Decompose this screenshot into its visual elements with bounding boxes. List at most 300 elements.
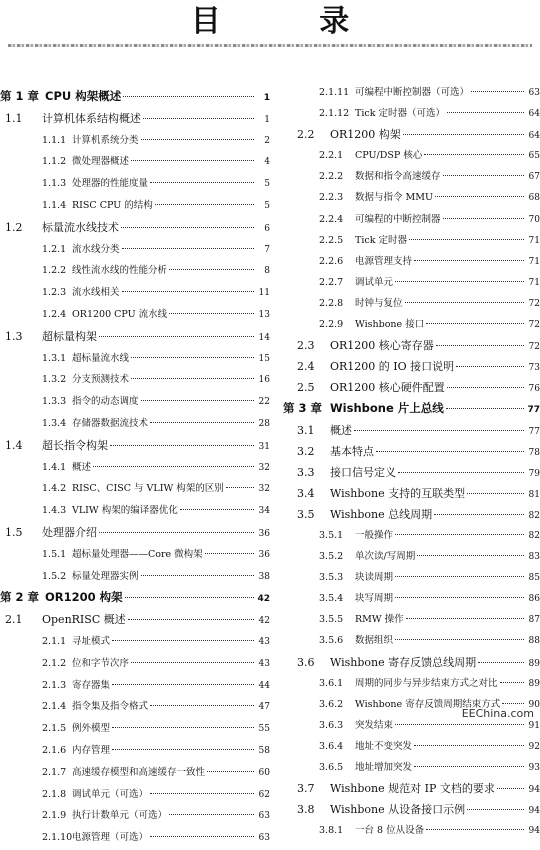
toc-entry-title: Wishbone 寄存反馈周期结束方式 [355, 698, 501, 710]
toc-entry-title: 块写周期 [355, 593, 394, 605]
toc-entry-number: 2.1.7 [42, 766, 67, 778]
toc-entry-title: RISC、CISC 与 VLIW 构架的区别 [72, 483, 224, 495]
toc-entry-title: 调试单元（可选） [72, 788, 149, 800]
toc-dot-leader [112, 749, 254, 750]
toc-section-entry[interactable] [283, 778, 540, 799]
toc-entry-page: 83 [528, 552, 540, 563]
toc-subsection-entry[interactable] [0, 151, 270, 173]
toc-subsection-entry[interactable] [283, 230, 540, 251]
toc-subsection-entry[interactable] [283, 567, 540, 588]
toc-dot-leader [447, 112, 524, 113]
toc-entry-number: 2.2.9 [319, 319, 344, 331]
toc-dot-leader [376, 451, 524, 452]
toc-dot-leader [436, 345, 524, 346]
toc-dot-leader [122, 248, 254, 249]
toc-entry-number: 2.1.4 [42, 701, 67, 713]
toc-entry-number: 第 3 章 [283, 401, 323, 416]
toc-subsection-entry[interactable] [283, 525, 540, 546]
toc-dot-leader [112, 640, 254, 641]
toc-entry-title: 微处理器概述 [72, 156, 130, 168]
toc-dot-leader [141, 139, 254, 140]
toc-entry-page: 64 [528, 131, 540, 142]
toc-entry-number: 1.1.2 [42, 156, 67, 168]
toc-entry-number: 2.1.10 [42, 832, 73, 844]
toc-subsection-entry[interactable] [0, 173, 270, 195]
toc-entry-number: 1.4.3 [42, 505, 67, 517]
toc-subsection-entry[interactable] [0, 762, 270, 784]
toc-dot-leader [99, 532, 254, 533]
toc-subsection-entry[interactable] [0, 631, 270, 653]
toc-entry-page: 5 [264, 200, 270, 211]
toc-entry-page: 14 [258, 332, 270, 343]
toc-entry-number: 1.2 [5, 220, 23, 234]
toc-entry-page: 82 [528, 530, 540, 541]
toc-entry-page: 44 [258, 680, 270, 691]
toc-entry-number: 1.3.3 [42, 396, 67, 408]
toc-dot-leader [226, 487, 254, 488]
toc-entry-page: 77 [527, 405, 540, 416]
toc-dot-leader [99, 336, 254, 337]
toc-dot-leader [446, 408, 524, 409]
toc-entry-title: 执行计数单元（可选） [72, 810, 168, 822]
toc-entry-page: 67 [528, 172, 540, 183]
toc-section-entry[interactable] [0, 108, 270, 130]
toc-entry-page: 15 [258, 353, 270, 364]
toc-entry-number: 3.6.1 [319, 677, 344, 689]
toc-entry-number: 1.5 [5, 525, 23, 539]
toc-entry-title: 指令的动态调度 [72, 396, 139, 408]
toc-entry-page: 82 [528, 510, 540, 521]
toc-subsection-entry[interactable] [283, 546, 540, 567]
toc-entry-page: 1 [263, 93, 270, 103]
toc-entry-title: 可编程中断控制器（可选） [355, 87, 470, 98]
toc-subsection-entry[interactable] [283, 166, 540, 187]
toc-entry-page: 36 [258, 528, 270, 539]
toc-dot-leader [395, 534, 524, 535]
toc-subsection-entry[interactable] [0, 805, 270, 827]
toc-dot-leader [169, 814, 254, 815]
toc-entry-title: 流水线分类 [72, 243, 120, 255]
toc-entry-number: 3.5.4 [319, 593, 344, 605]
toc-section-entry[interactable] [283, 335, 540, 356]
toc-entry-number: 2.1.12 [319, 108, 350, 120]
toc-dot-leader [500, 682, 524, 683]
toc-dot-leader [122, 291, 254, 292]
toc-subsection-entry[interactable] [0, 282, 270, 304]
toc-entry-page: 90 [528, 699, 540, 710]
toc-entry-number: 2.1.3 [42, 679, 67, 691]
toc-section-entry[interactable] [283, 652, 540, 673]
toc-entry-number: 1.1.1 [42, 134, 67, 146]
toc-subsection-entry[interactable] [0, 457, 270, 479]
toc-entry-number: 3.5.2 [319, 551, 344, 563]
toc-entry-number: 3.8 [297, 803, 315, 817]
toc-section-entry[interactable] [283, 420, 540, 441]
toc-entry-number: 2.2.7 [319, 276, 344, 288]
toc-entry-number: 1.4 [5, 438, 23, 452]
toc-entry-page: 13 [258, 309, 270, 320]
toc-entry-page: 94 [528, 806, 540, 817]
toc-entry-title: OR1200 CPU 流水线 [72, 308, 168, 320]
toc-entry-number: 3.6.5 [319, 762, 344, 773]
toc-entry-page: 58 [258, 745, 270, 756]
toc-entry-number: 1.2.2 [42, 265, 67, 277]
toc-section-entry[interactable] [283, 441, 540, 462]
toc-dot-leader [112, 727, 254, 728]
toc-chapter-entry[interactable] [0, 587, 270, 609]
toc-entry-title: 例外模型 [72, 723, 111, 735]
toc-entry-page: 32 [258, 484, 270, 495]
toc-entry-number: 1.3 [5, 329, 23, 343]
toc-subsection-entry[interactable] [0, 784, 270, 806]
toc-subsection-entry[interactable] [0, 239, 270, 261]
toc-entry-title: 数据与指令 MMU [355, 192, 433, 204]
toc-entry-page: 32 [258, 462, 270, 473]
toc-entry-title: 标量流水线技术 [42, 220, 119, 234]
toc-entry-title: OR1200 构架 [45, 590, 123, 605]
toc-subsection-entry[interactable] [283, 736, 540, 757]
toc-dot-leader [207, 771, 254, 772]
toc-dot-leader [131, 357, 254, 358]
toc-dot-leader [123, 96, 254, 97]
toc-entry-number: 2.1.9 [42, 810, 67, 822]
toc-dot-leader [125, 597, 254, 598]
toc-dot-leader [414, 766, 524, 767]
toc-chapter-entry[interactable] [0, 86, 270, 108]
toc-entry-page: 91 [528, 720, 540, 731]
toc-dot-leader [443, 175, 524, 176]
toc-entry-title: 存储器数据流技术 [72, 417, 149, 429]
toc-subsection-entry[interactable] [0, 696, 270, 718]
toc-subsection-entry[interactable] [0, 653, 270, 675]
toc-entry-number: 2.1.2 [42, 657, 67, 669]
toc-subsection-entry[interactable] [283, 757, 540, 778]
toc-subsection-entry[interactable] [283, 209, 540, 230]
toc-entry-page: 94 [528, 785, 540, 796]
watermark: EEChina.com [461, 707, 534, 720]
toc-subsection-entry[interactable] [0, 827, 270, 849]
toc-section-entry[interactable] [0, 217, 270, 239]
toc-entry-title: 时钟与复位 [355, 297, 403, 309]
toc-entry-number: 1.3.2 [42, 374, 67, 386]
toc-entry-title: Wishbone 从设备接口示例 [330, 803, 466, 817]
toc-dot-leader [467, 809, 524, 810]
toc-section-entry[interactable] [283, 504, 540, 525]
toc-entry-page: 94 [528, 826, 540, 837]
toc-section-entry[interactable] [0, 435, 270, 457]
toc-dot-leader [497, 788, 524, 789]
toc-entry-page: 65 [528, 151, 540, 162]
toc-entry-number: 3.5.3 [319, 572, 344, 584]
toc-dot-leader [155, 204, 254, 205]
toc-dot-leader [409, 239, 524, 240]
toc-entry-title: 单次读/写周期 [355, 551, 416, 563]
toc-dot-leader [424, 154, 524, 155]
toc-section-entry[interactable] [0, 609, 270, 631]
toc-entry-page: 73 [528, 363, 540, 374]
toc-section-entry[interactable] [283, 483, 540, 504]
toc-dot-leader [405, 302, 524, 303]
toc-entry-page: 72 [528, 298, 540, 309]
toc-entry-title: CPU/DSP 核心 [355, 150, 423, 162]
toc-entry-page: 55 [258, 724, 270, 735]
toc-subsection-entry[interactable] [0, 566, 270, 588]
toc-entry-title: 电源管理支持 [355, 255, 413, 267]
toc-subsection-entry[interactable] [283, 272, 540, 293]
toc-dot-leader [141, 575, 254, 576]
toc-subsection-entry[interactable] [0, 348, 270, 370]
toc-entry-number: 1.1.4 [42, 199, 67, 211]
toc-dot-leader [150, 793, 254, 794]
toc-entry-page: 42 [257, 594, 270, 605]
toc-dot-leader [205, 553, 254, 554]
toc-subsection-entry[interactable] [283, 588, 540, 609]
toc-dot-leader [443, 218, 524, 219]
toc-entry-number: 2.1.11 [319, 87, 350, 98]
toc-entry-title: 基本特点 [330, 444, 374, 458]
toc-dot-leader [354, 430, 524, 431]
toc-entry-number: 2.2.8 [319, 297, 344, 309]
toc-entry-title: 调试单元 [355, 276, 394, 288]
toc-entry-title: 突发结束 [355, 719, 394, 731]
toc-dot-leader [447, 387, 524, 388]
toc-entry-title: Wishbone 总线周期 [330, 507, 433, 521]
toc-entry-page: 92 [528, 741, 540, 752]
toc-entry-number: 3.2 [297, 444, 315, 458]
toc-subsection-entry[interactable] [283, 630, 540, 651]
toc-dot-leader [169, 269, 254, 270]
toc-entry-title: 数据和指令高速缓存 [355, 171, 441, 183]
toc-dot-leader [471, 91, 524, 92]
toc-entry-page: 28 [258, 418, 270, 429]
toc-entry-page: 47 [258, 702, 270, 713]
toc-entry-number: 3.5 [297, 507, 315, 521]
toc-entry-number: 1.4.2 [42, 483, 67, 495]
toc-entry-page: 72 [528, 342, 540, 353]
toc-entry-number: 2.1.1 [42, 635, 67, 647]
toc-dot-leader [395, 281, 524, 282]
toc-entry-page: 38 [258, 571, 270, 582]
toc-entry-title: Tick 定时器 [355, 234, 407, 246]
toc-subsection-entry[interactable] [0, 478, 270, 500]
toc-entry-page: 76 [528, 384, 540, 395]
toc-entry-title: 分支预测技术 [72, 374, 130, 386]
toc-entry-number: 1.3.4 [42, 417, 67, 429]
toc-entry-title: 地址不变突发 [355, 740, 413, 752]
toc-entry-title: VLIW 构架的编译器优化 [72, 505, 178, 517]
toc-entry-page: 87 [528, 615, 540, 626]
toc-dot-leader [112, 684, 254, 685]
toc-dot-leader [414, 745, 524, 746]
toc-entry-page: 78 [528, 447, 540, 458]
toc-entry-number: 2.5 [297, 381, 315, 395]
toc-entry-page: 7 [264, 244, 270, 255]
toc-entry-page: 68 [528, 193, 540, 204]
toc-entry-title: OR1200 的 IO 接口说明 [330, 360, 455, 374]
toc-entry-number: 3.6 [297, 655, 315, 669]
toc-entry-title: Wishbone 寄存反馈总线周期 [330, 655, 477, 669]
toc-entry-page: 63 [528, 88, 540, 98]
page-title: 目 录 [190, 4, 394, 39]
toc-entry-title: 概述 [72, 461, 92, 473]
toc-entry-number: 2.1.5 [42, 723, 67, 735]
toc-entry-number: 2.2.5 [319, 234, 344, 246]
toc-entry-number: 2.2.6 [319, 255, 344, 267]
toc-entry-page: 71 [528, 235, 540, 246]
toc-entry-page: 34 [258, 506, 270, 517]
toc-entry-page: 43 [258, 636, 270, 647]
toc-entry-number: 第 1 章 [0, 89, 40, 103]
toc-subsection-entry[interactable] [0, 740, 270, 762]
toc-entry-number: 2.1 [5, 613, 23, 627]
toc-entry-number: 3.4 [297, 486, 315, 500]
toc-dot-leader [426, 829, 524, 830]
toc-entry-title: 一般操作 [355, 529, 394, 541]
toc-entry-number: 2.1.8 [42, 788, 67, 800]
toc-subsection-entry[interactable] [0, 718, 270, 740]
toc-entry-title: 计算机系统分类 [72, 134, 139, 146]
toc-subsection-entry[interactable] [283, 293, 540, 314]
toc-dot-leader [141, 400, 254, 401]
toc-section-entry[interactable] [283, 377, 540, 398]
toc-entry-number: 1.2.1 [42, 243, 67, 255]
toc-entry-title: 指令集及指令格式 [72, 701, 149, 713]
toc-entry-page: 71 [528, 256, 540, 267]
toc-dot-leader [169, 313, 254, 314]
toc-subsection-entry[interactable] [0, 260, 270, 282]
toc-chapter-entry[interactable] [283, 398, 540, 419]
toc-subsection-entry[interactable] [283, 103, 540, 124]
toc-subsection-entry[interactable] [0, 391, 270, 413]
toc-entry-page: 4 [264, 157, 270, 168]
toc-entry-title: 位和字节次序 [72, 657, 130, 669]
toc-entry-title: 线性流水线的性能分析 [72, 265, 168, 277]
toc-entry-title: 概述 [330, 423, 352, 437]
toc-dot-leader [93, 466, 254, 467]
toc-entry-number: 3.7 [297, 782, 315, 796]
toc-entry-page: 36 [258, 549, 270, 560]
toc-dot-leader [467, 493, 524, 494]
toc-entry-page: 60 [258, 767, 270, 778]
toc-entry-page: 62 [258, 789, 270, 800]
toc-subsection-entry[interactable] [283, 187, 540, 208]
toc-dot-leader [406, 618, 524, 619]
toc-entry-title: OR1200 构架 [330, 128, 401, 142]
toc-subsection-entry[interactable] [283, 820, 540, 841]
toc-dot-leader [417, 555, 524, 556]
toc-entry-page: 77 [528, 426, 540, 437]
toc-subsection-entry[interactable] [283, 314, 540, 335]
toc-entry-title: 可编程的中断控制器 [355, 213, 441, 225]
toc-entry-number: 1.2.3 [42, 287, 67, 299]
toc-entry-page: 71 [528, 277, 540, 288]
toc-entry-title: 超长指令构架 [42, 438, 108, 452]
toc-dot-leader [110, 445, 254, 446]
toc-entry-page: 89 [528, 678, 540, 689]
toc-entry-number: 1.4.1 [42, 461, 67, 473]
toc-dot-leader [403, 134, 524, 135]
toc-entry-title: 超标量构架 [42, 329, 97, 343]
toc-entry-page: 22 [258, 397, 270, 408]
toc-entry-page: 42 [258, 616, 270, 627]
toc-subsection-entry[interactable] [0, 369, 270, 391]
toc-subsection-entry[interactable] [0, 413, 270, 435]
toc-section-entry[interactable] [0, 522, 270, 544]
toc-subsection-entry[interactable] [283, 145, 540, 166]
toc-entry-title: 寻址模式 [72, 635, 111, 647]
toc-section-entry[interactable] [283, 799, 540, 820]
toc-entry-number: 2.2 [297, 128, 315, 142]
toc-entry-title: 处理器介绍 [42, 525, 97, 539]
toc-entry-number: 1.5.2 [42, 570, 67, 582]
toc-entry-number: 3.5.5 [319, 614, 344, 626]
toc-entry-title: 高速缓存模型和高速缓存一致性 [72, 766, 206, 778]
toc-entry-number: 2.1.6 [42, 744, 67, 756]
toc-subsection-entry[interactable] [0, 500, 270, 522]
toc-dot-leader [395, 639, 524, 640]
toc-entry-title: Wishbone 支持的互联类型 [330, 486, 466, 500]
toc-subsection-entry[interactable] [0, 675, 270, 697]
toc-column-right [283, 82, 540, 841]
toc-entry-page: 63 [258, 833, 270, 844]
toc-subsection-entry[interactable] [283, 609, 540, 630]
toc-entry-number: 2.2.4 [319, 213, 344, 225]
toc-entry-page: 31 [258, 441, 270, 452]
toc-subsection-entry[interactable] [283, 82, 540, 103]
toc-subsection-entry[interactable] [283, 673, 540, 694]
toc-dot-leader [128, 619, 254, 620]
toc-entry-page: 16 [258, 375, 270, 386]
toc-dot-leader [414, 260, 524, 261]
toc-entry-number: 第 2 章 [0, 590, 40, 605]
toc-subsection-entry[interactable] [0, 195, 270, 217]
toc-entry-title: 一台 8 位从设备 [355, 825, 425, 837]
toc-entry-page: 64 [528, 109, 540, 120]
toc-entry-title: 超标量流水线 [72, 352, 130, 364]
toc-entry-number: 3.6.2 [319, 698, 344, 710]
toc-subsection-entry[interactable] [0, 544, 270, 566]
toc-subsection-entry[interactable] [0, 304, 270, 326]
toc-dot-leader [131, 378, 254, 379]
toc-entry-title: OR1200 核心硬件配置 [330, 381, 445, 395]
toc-dot-leader [150, 836, 254, 837]
toc-section-entry[interactable] [283, 356, 540, 377]
toc-section-entry[interactable] [0, 326, 270, 348]
toc-section-entry[interactable] [283, 462, 540, 483]
toc-dot-leader [395, 576, 524, 577]
toc-dot-leader [395, 724, 524, 725]
toc-entry-number: 3.5.6 [319, 635, 344, 647]
toc-entry-title: 计算机体系结构概述 [42, 111, 141, 125]
toc-section-entry[interactable] [283, 124, 540, 145]
toc-entry-title: 周期的同步与异步结束方式之对比 [355, 677, 498, 689]
toc-dot-leader [426, 323, 524, 324]
toc-dot-leader [180, 509, 254, 510]
toc-entry-number: 3.5.1 [319, 529, 344, 541]
title-divider [8, 44, 532, 47]
toc-entry-number: 2.2.2 [319, 171, 344, 183]
toc-entry-number: 2.3 [297, 339, 315, 353]
toc-entry-title: 接口信号定义 [330, 465, 396, 479]
toc-entry-title: OR1200 核心寄存器 [330, 339, 434, 353]
toc-subsection-entry[interactable] [0, 130, 270, 152]
toc-entry-page: 1 [264, 114, 270, 125]
toc-entry-number: 1.3.1 [42, 352, 67, 364]
toc-subsection-entry[interactable] [283, 251, 540, 272]
toc-entry-number: 3.6.3 [319, 719, 344, 731]
toc-entry-page: 93 [528, 763, 540, 773]
toc-entry-number: 3.3 [297, 465, 315, 479]
